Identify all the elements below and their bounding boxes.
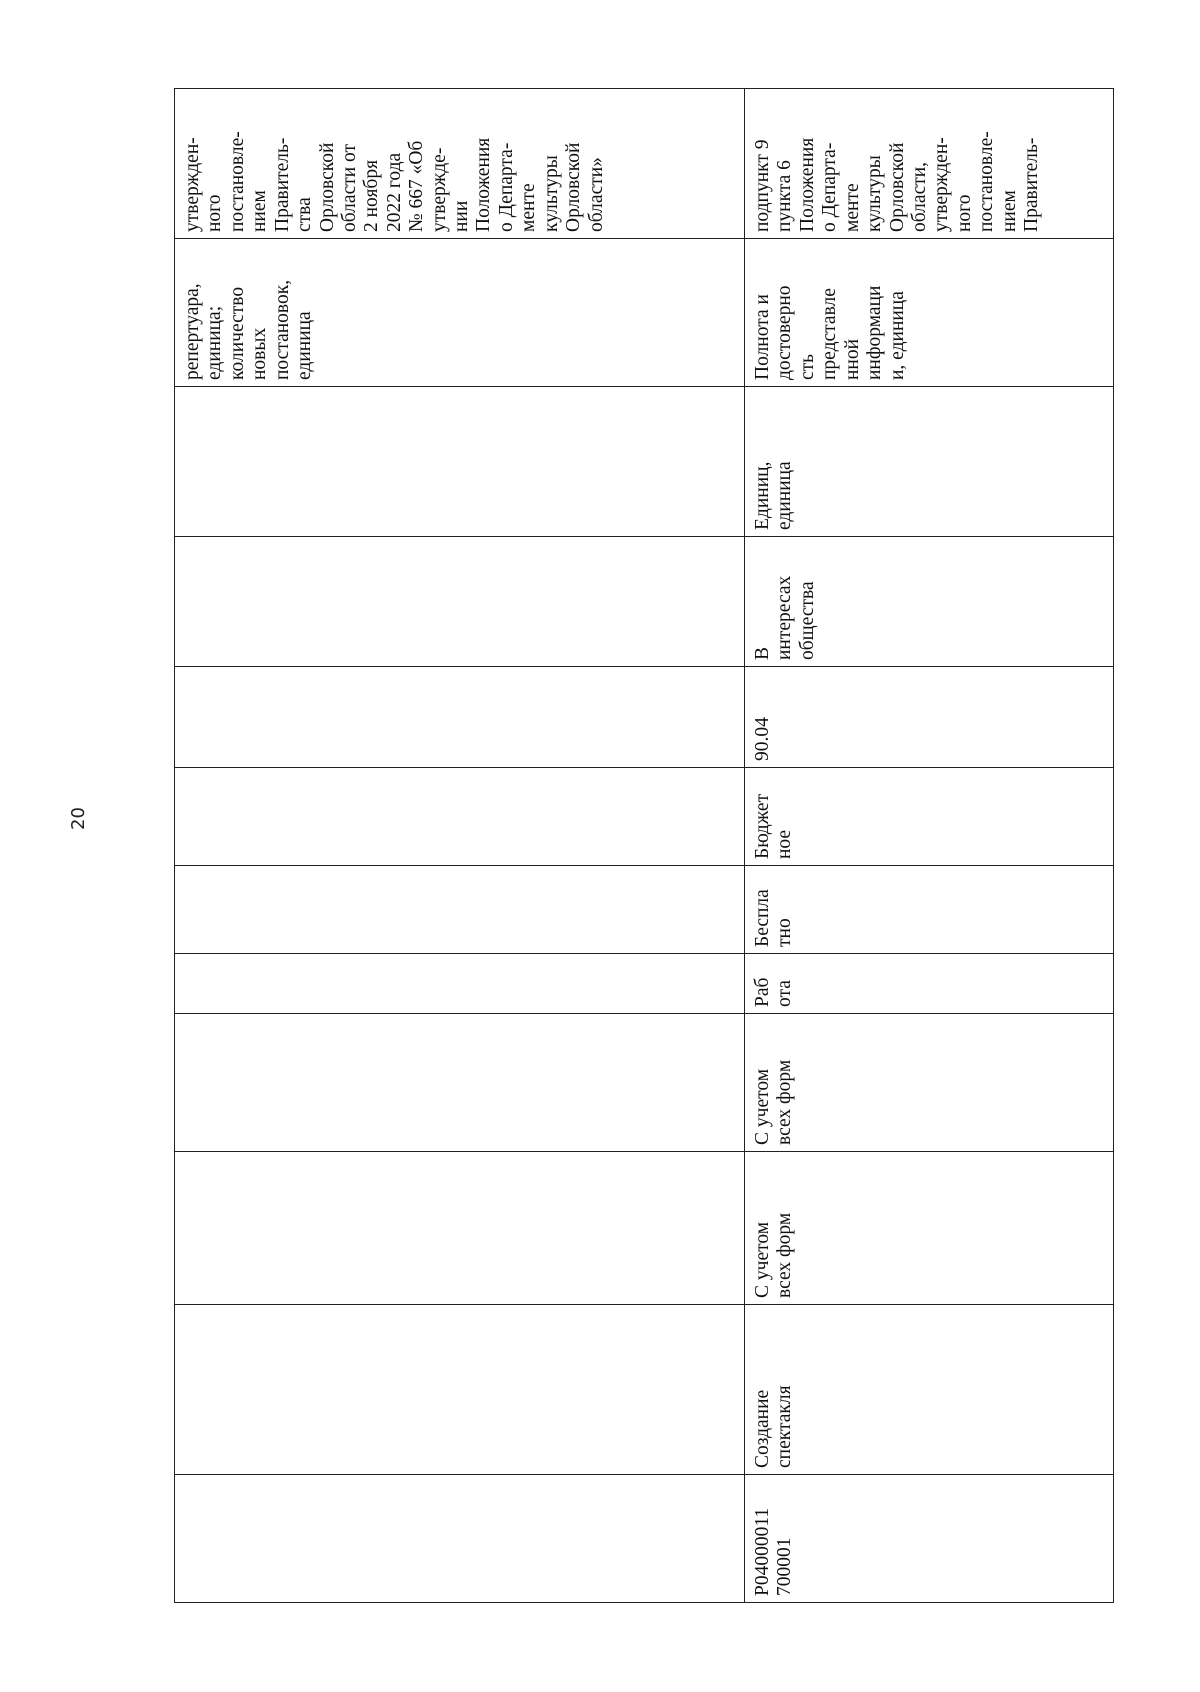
table-cell	[175, 1305, 745, 1475]
table-cell	[175, 537, 745, 667]
table-cell	[175, 667, 745, 768]
table-cell	[175, 1014, 745, 1152]
table-cell	[175, 1475, 745, 1603]
table-cell: С учетом всех форм	[745, 1014, 1114, 1152]
table-row	[175, 89, 745, 1603]
table-cell	[175, 387, 745, 537]
table-cell: Единиц, единица	[745, 387, 1114, 537]
table-cell	[175, 866, 745, 954]
table-cell: подпункт 9 пункта 6 Положения о Департа- менте культуры Орловской области, утвержден- ного постановле- нием Правитель-	[745, 89, 1114, 239]
table-cell	[175, 768, 745, 866]
table-row	[745, 89, 1114, 1603]
table-cell: С учетом всех форм	[745, 1152, 1114, 1305]
table-cell: Беспла тно	[745, 866, 1114, 954]
table-cell: 90.04	[745, 667, 1114, 768]
table-cell: утвержден- ного постановле- нием Правитель- ства Орловской области от 2 ноября 2022 года № 667 «Об утвержде- нии Положения о Департа- менте культуры Орловской области»	[175, 89, 745, 239]
rotated-table-container	[174, 99, 1114, 1603]
page-number: 20	[68, 807, 89, 830]
table-cell: В интересах общества	[745, 537, 1114, 667]
table-cell: Полнота и достоверно сть представле нной информаци и, единица	[745, 239, 1114, 387]
table-cell: Р04000011 700001	[745, 1475, 1114, 1603]
table-cell: Раб ота	[745, 954, 1114, 1014]
data-table	[174, 88, 1114, 1603]
table-cell: Создание спектакля	[745, 1305, 1114, 1475]
table-cell: Бюджет ное	[745, 768, 1114, 866]
table-cell: репертуара, единица; количество новых постановок, единица	[175, 239, 745, 387]
table-cell	[175, 954, 745, 1014]
table-cell	[175, 1152, 745, 1305]
